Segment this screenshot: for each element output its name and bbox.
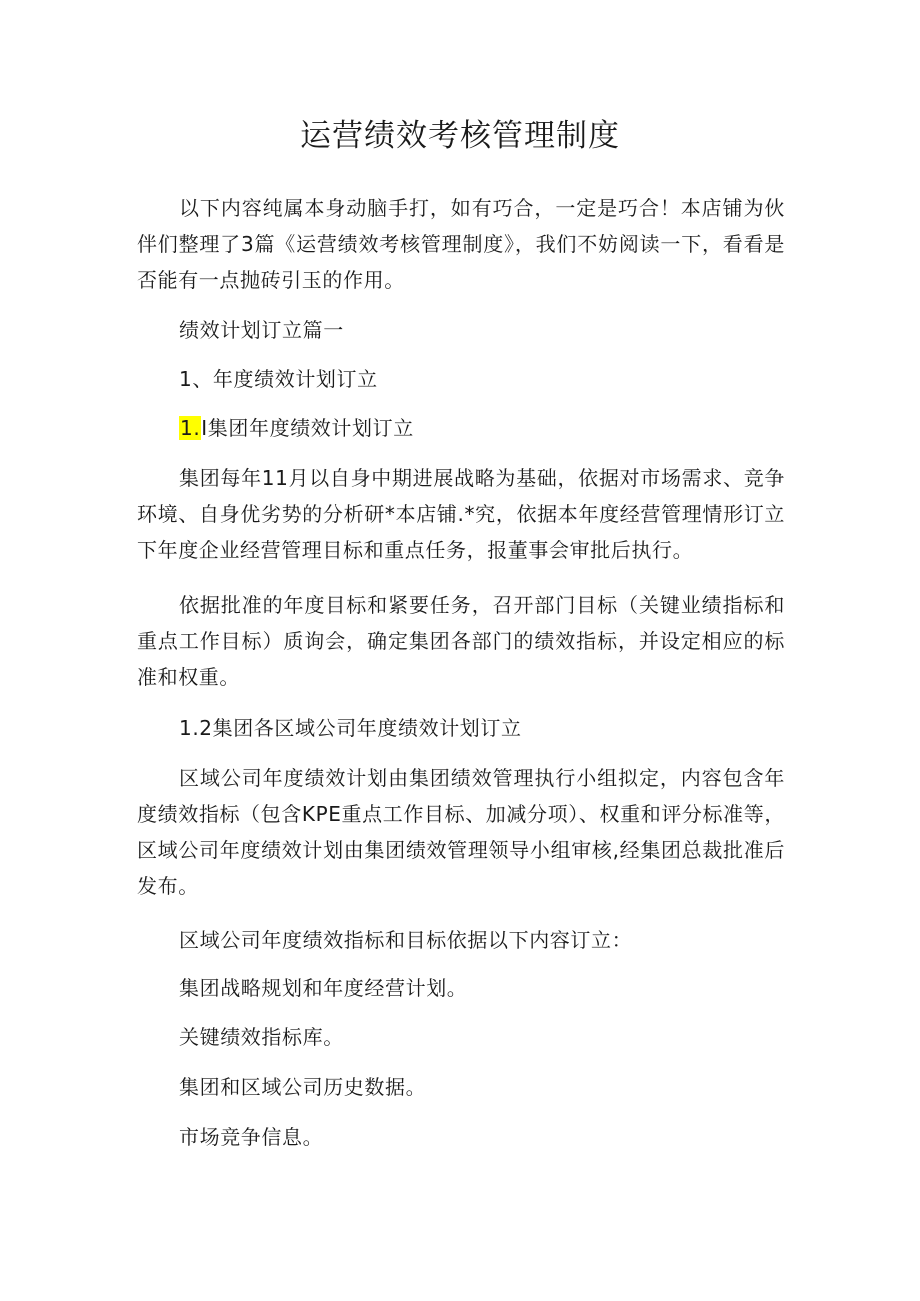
item-1-1-heading: [179, 410, 414, 446]
intro-paragraph: 以下内容纯属本身动脑手打，如有巧合，一定是巧合！本店铺为伙伴们整理了3篇《运营绩效考核管理制度》，我们不妨阅读一下，看看是否能有一点抛砖引玉的作用。: [137, 196, 785, 292]
list-item: 集团和区域公司历史数据。: [179, 1075, 427, 1099]
section-heading: 绩效计划订立篇一: [179, 318, 344, 342]
item-1-heading: 1、年度绩效计划订立: [179, 367, 378, 391]
item-1-2-heading: 1.2集团各区域公司年度绩效计划订立: [179, 716, 522, 740]
document-title: 运营绩效考核管理制度: [300, 118, 620, 154]
group-paragraph-2: 依据批准的年度目标和紧要任务，召开部门目标（关键业绩指标和重点工作目标）质询会，确定集团各部门的绩效指标，并设定相应的标准和权重。: [137, 593, 785, 689]
list-item: 集团战略规划和年度经营计划。: [179, 976, 468, 1000]
highlighted-number: 1.: [180, 416, 201, 440]
list-item: 市场竞争信息。: [179, 1125, 324, 1149]
group-paragraph-1: 集团每年11月以自身中期进展战略为基础，依据对市场需求、竞争环境、自身优劣势的分析研*本店铺.*究，依据本年度经营管理情形订立下年度企业经营管理目标和重点任务，报董事会审批后执行。: [137, 466, 785, 562]
region-paragraph-2: 区域公司年度绩效指标和目标依据以下内容订立：: [179, 928, 633, 952]
list-item: 关键绩效指标库。: [179, 1025, 344, 1049]
item-1-1-text: I集团年度绩效计划订立: [201, 416, 414, 440]
region-paragraph-1: 区域公司年度绩效计划由集团绩效管理执行小组拟定，内容包含年度绩效指标（包含KPE重点工作目标、加减分项）、权重和评分标准等，区域公司年度绩效计划由集团绩效管理领导小组审核,经集团总裁批准后发布。: [137, 766, 785, 898]
